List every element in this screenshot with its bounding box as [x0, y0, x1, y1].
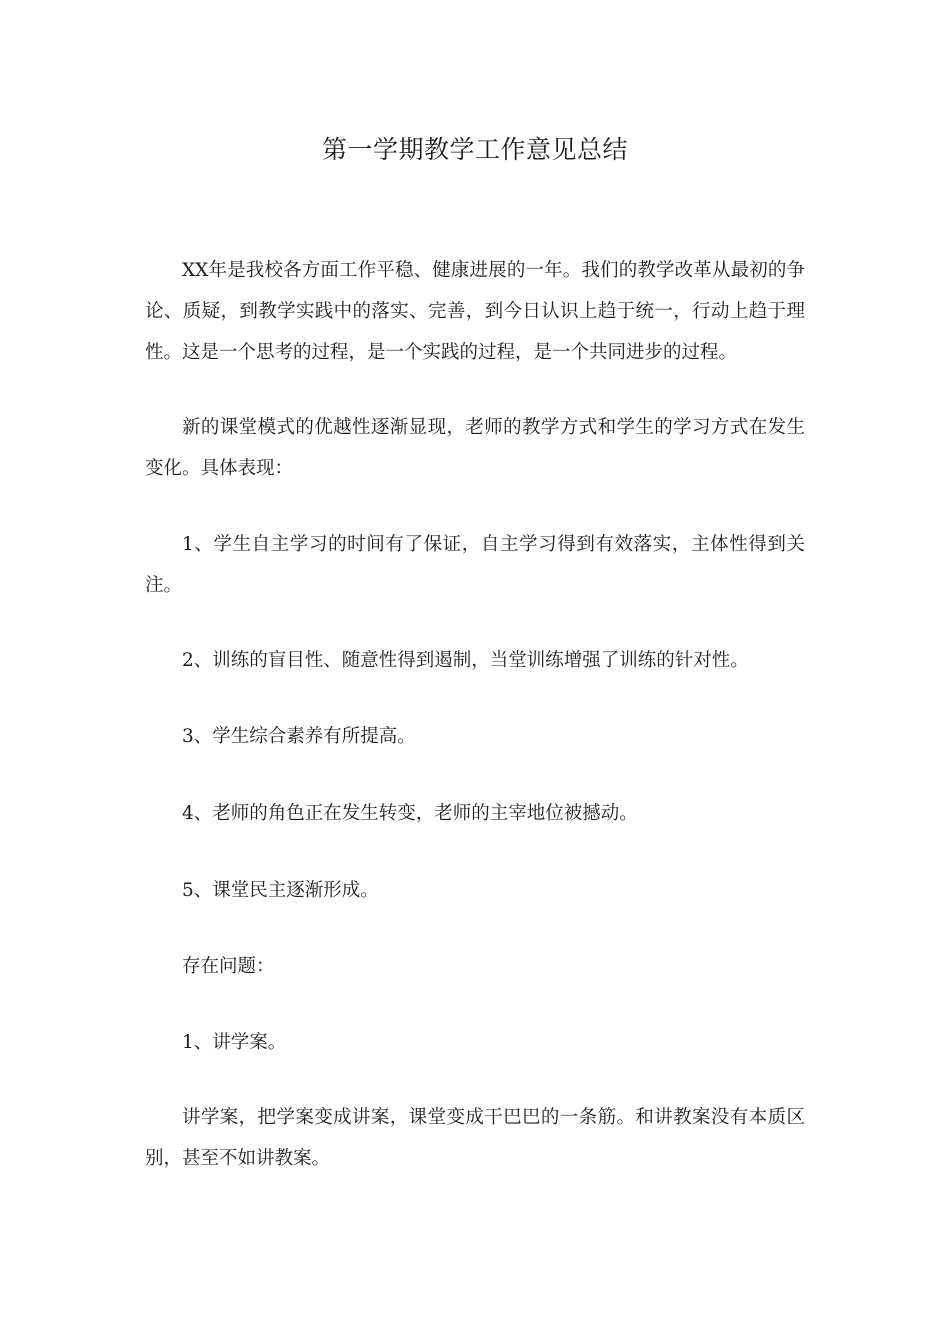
- paragraph-intro: XX年是我校各方面工作平稳、健康进展的一年。我们的教学改革从最初的争论、质疑，到教学实践中的落实、完善，到今日认识上趋于统一，行动上趋于理性。这是一个思考的过程，是一个实践的过程，是一个共同进步的过程。: [145, 260, 805, 363]
- document-title: 第一学期教学工作意见总结: [321, 135, 628, 164]
- paragraph-changes: 新的课堂模式的优越性逐渐显现，老师的教学方式和学生的学习方式在发生变化。具体表现：: [145, 417, 805, 479]
- list-item-1: 1、学生自主学习的时间有了保证，自主学习得到有效落实，主体性得到关注。: [145, 534, 805, 596]
- list-item-5: 5、课堂民主逐渐形成。: [182, 880, 379, 901]
- list-item-3: 3、学生综合素养有所提高。: [182, 726, 416, 747]
- list-item-4: 4、老师的角色正在发生转变，老师的主宰地位被撼动。: [182, 803, 638, 824]
- list-item-2: 2、训练的盲目性、随意性得到遏制，当堂训练增强了训练的针对性。: [182, 650, 749, 671]
- problem-item-1: 1、讲学案。: [182, 1032, 287, 1053]
- problems-heading: 存在问题：: [182, 956, 275, 977]
- paragraph-problem-detail: 讲学案，把学案变成讲案，课堂变成干巴巴的一条筋。和讲教案没有本质区别，甚至不如讲教案。: [145, 1107, 805, 1169]
